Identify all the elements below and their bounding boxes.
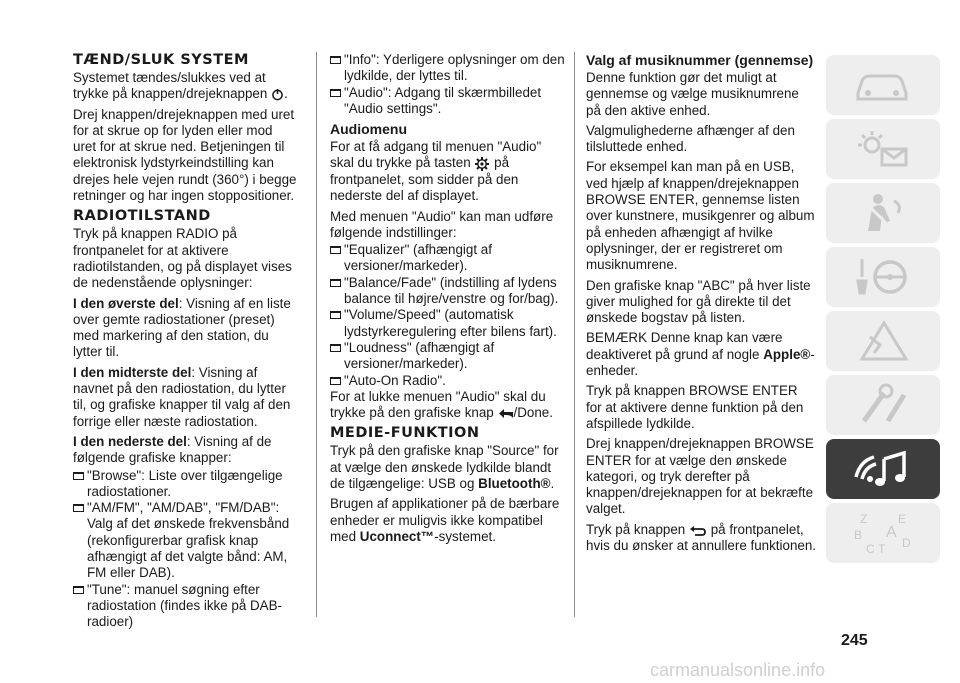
- paragraph-turn-knob: Drej knappen/drejeknappen BROWSE ENTER for at vælge den ønskede kategori, og tryk derefter på knappen/drejeknappen for at bekræfte valget.: [586, 436, 814, 517]
- bullet-icon: [73, 504, 84, 512]
- steering-wheel-icon: [850, 255, 914, 299]
- power-knob-icon: [271, 88, 284, 101]
- paragraph-close-audio: For at lukke menuen "Audio" skal du trykke på den grafiske knap /Done.: [330, 388, 553, 421]
- list-item: "AM/FM", "AM/DAB", "FM/DAB": Valg af det ønskede frekvensbånd (rekonfigurerbar grafisk knap afhængigt af det valgte bånd: AM, FM eller DAB).: [73, 500, 299, 581]
- list-item: "Equalizer" (afhængigt af versioner/markeder).: [330, 242, 566, 275]
- bullet-icon: [330, 89, 341, 97]
- paragraph-bottom-section: I den nederste del: Visning af de følgende grafiske knapper:: [73, 433, 272, 466]
- tab-multimedia[interactable]: [826, 439, 940, 499]
- list-item: "Auto-On Radio".: [330, 373, 566, 389]
- index-letter: D: [902, 536, 911, 550]
- tools-icon: [850, 383, 914, 427]
- paragraph-audio-access: For at få adgang til menuen "Audio" skal du trykke på tasten på frontpanelet, som sidder på den nederste del af displayet.: [330, 139, 542, 204]
- index-letter: T: [878, 542, 886, 555]
- tab-car[interactable]: [826, 55, 940, 115]
- tab-steering[interactable]: [826, 247, 940, 307]
- list-item: "Info": Yderligere oplysninger om den lydkilde, der lyttes til.: [330, 52, 566, 85]
- index-letters-icon: [850, 511, 914, 555]
- heading-audio-menu: Audiomenu: [330, 121, 407, 138]
- gear-icon: [474, 156, 490, 172]
- column-3: [586, 52, 816, 558]
- paragraph-top-section: I den øverste del: Visning af en liste over gemte radiostationer (preset) med markering af den station, du lytter til.: [73, 295, 291, 360]
- paragraph-audio-settings: Med menuen "Audio" kan man udføre følgende indstillinger:: [330, 208, 554, 240]
- list-item: "Tune": manuel søgning efter radiostation (findes ikke på DAB-radioer): [73, 582, 299, 631]
- index-letter: E: [898, 512, 907, 526]
- index-letter: A: [886, 524, 897, 541]
- index-letter: B: [854, 528, 863, 542]
- paragraph-middle-section: I den midterste del: Visning af navnet på den radiostation, du lytter til, og grafiske knapper til valg af den forrige eller næste radiostation.: [73, 364, 291, 429]
- road-warning-icon: [850, 319, 914, 363]
- back-arrow-icon: [498, 408, 514, 419]
- column-divider: [574, 52, 575, 617]
- paragraph-cancel: Tryk på knappen på frontpanelet, hvis du ønsker at annullere funktionen.: [586, 521, 817, 554]
- tab-safety[interactable]: [826, 183, 940, 243]
- paragraph-note: BEMÆRK Denne knap kan være deaktiveret på grund af nogle Apple®-enheder.: [586, 330, 815, 379]
- bullet-icon: [330, 377, 341, 385]
- heading-media: MEDIE-FUNKTION: [330, 425, 480, 442]
- list-item: "Audio": Adgang til skærmbilledet "Audio settings".: [330, 85, 566, 118]
- return-arrow-icon: [689, 525, 707, 536]
- bullet-icon: [73, 472, 84, 480]
- tab-warning-lights[interactable]: [826, 119, 940, 179]
- paragraph-usb-example: For eksempel kan man på en USB, ved hjælp af knappen/drejeknappen BROWSE ENTER, gennemse listen over kunstnere, musikgenrer og album på enheden afhængigt af hvilke oplysninger, der er registreret om musiknumrene.: [586, 159, 815, 273]
- index-letter: Z: [860, 512, 868, 526]
- paragraph-abc: Den grafiske knap "ABC" på hver liste giver mulighed for gå direkte til det ønskede bogstav på listen.: [586, 277, 811, 326]
- column-2: [330, 52, 566, 549]
- bullet-icon: [330, 246, 341, 254]
- page-number: 245: [841, 632, 868, 649]
- bullet-icon: [330, 344, 341, 352]
- column-1: [73, 52, 299, 631]
- paragraph-radio: Tryk på knappen RADIO på frontpanelet for at aktivere radiotilstanden, og på displayet vises de nedenstående oplysninger:: [73, 226, 292, 291]
- heading-radio: RADIOTILSTAND: [73, 208, 211, 225]
- bullet-icon: [73, 586, 84, 594]
- car-icon: [850, 63, 914, 107]
- multimedia-icon: [850, 447, 914, 491]
- chapter-sidebar: [826, 55, 940, 567]
- paragraph-source: Tryk på den grafiske knap "Source" for at vælge den ønskede lydkilde blandt de tilgængelige: USB og Bluetooth®.: [330, 443, 559, 491]
- warning-lights-icon: [850, 127, 914, 171]
- tab-emergency[interactable]: [826, 311, 940, 371]
- paragraph-apps: Brugen af applikationer på de bærbare enheder er muligvis ikke kompatibel med Uconnect™-systemet.: [330, 496, 560, 544]
- watermark: carmanualsonline.info: [650, 660, 826, 680]
- paragraph-volume: Drej knappen/drejeknappen med uret for at skrue op for lyden eller mod uret for at skrue ned. Betjeningen til elektronisk lydstyrkeindstilling kan drejes hele vejen rundt (360°) i begge retninger og har ingen stoppositioner.: [73, 106, 297, 204]
- bullet-icon: [330, 56, 341, 64]
- paragraph-power: Systemet tændes/slukkes ved at trykke på knappen/drejeknappen .: [73, 70, 288, 102]
- index-letter: C: [866, 542, 875, 555]
- list-item: "Loudness" (afhængigt af versioner/markeder).: [330, 340, 566, 373]
- tab-index[interactable]: [826, 503, 940, 563]
- paragraph-browse: Denne funktion gør det muligt at gennemse og vælge musiknumrene på den aktive enhed.: [586, 70, 799, 118]
- paragraph-options: Valgmulighederne afhænger af den tilsluttede enhed.: [586, 122, 795, 155]
- seatbelt-airbag-icon: [850, 191, 914, 235]
- heading-track-select: Valg af musiknummer (gennemse): [586, 52, 814, 68]
- list-item: "Browse": Liste over tilgængelige radiostationer.: [73, 468, 299, 501]
- heading-on-off: TÆND/SLUK SYSTEM: [73, 52, 249, 68]
- paragraph-browse-enter: Tryk på knappen BROWSE ENTER for at aktivere denne funktion på den afspillede lydkilde.: [586, 383, 804, 431]
- bullet-icon: [330, 311, 341, 319]
- list-item: "Volume/Speed" (automatisk lydstyrkeregulering efter bilens fart).: [330, 307, 566, 340]
- tab-maintenance[interactable]: [826, 375, 940, 435]
- bullet-icon: [330, 279, 341, 287]
- list-item: "Balance/Fade" (indstilling af lydens balance til højre/venstre og for/bag).: [330, 275, 566, 308]
- column-divider: [316, 52, 317, 617]
